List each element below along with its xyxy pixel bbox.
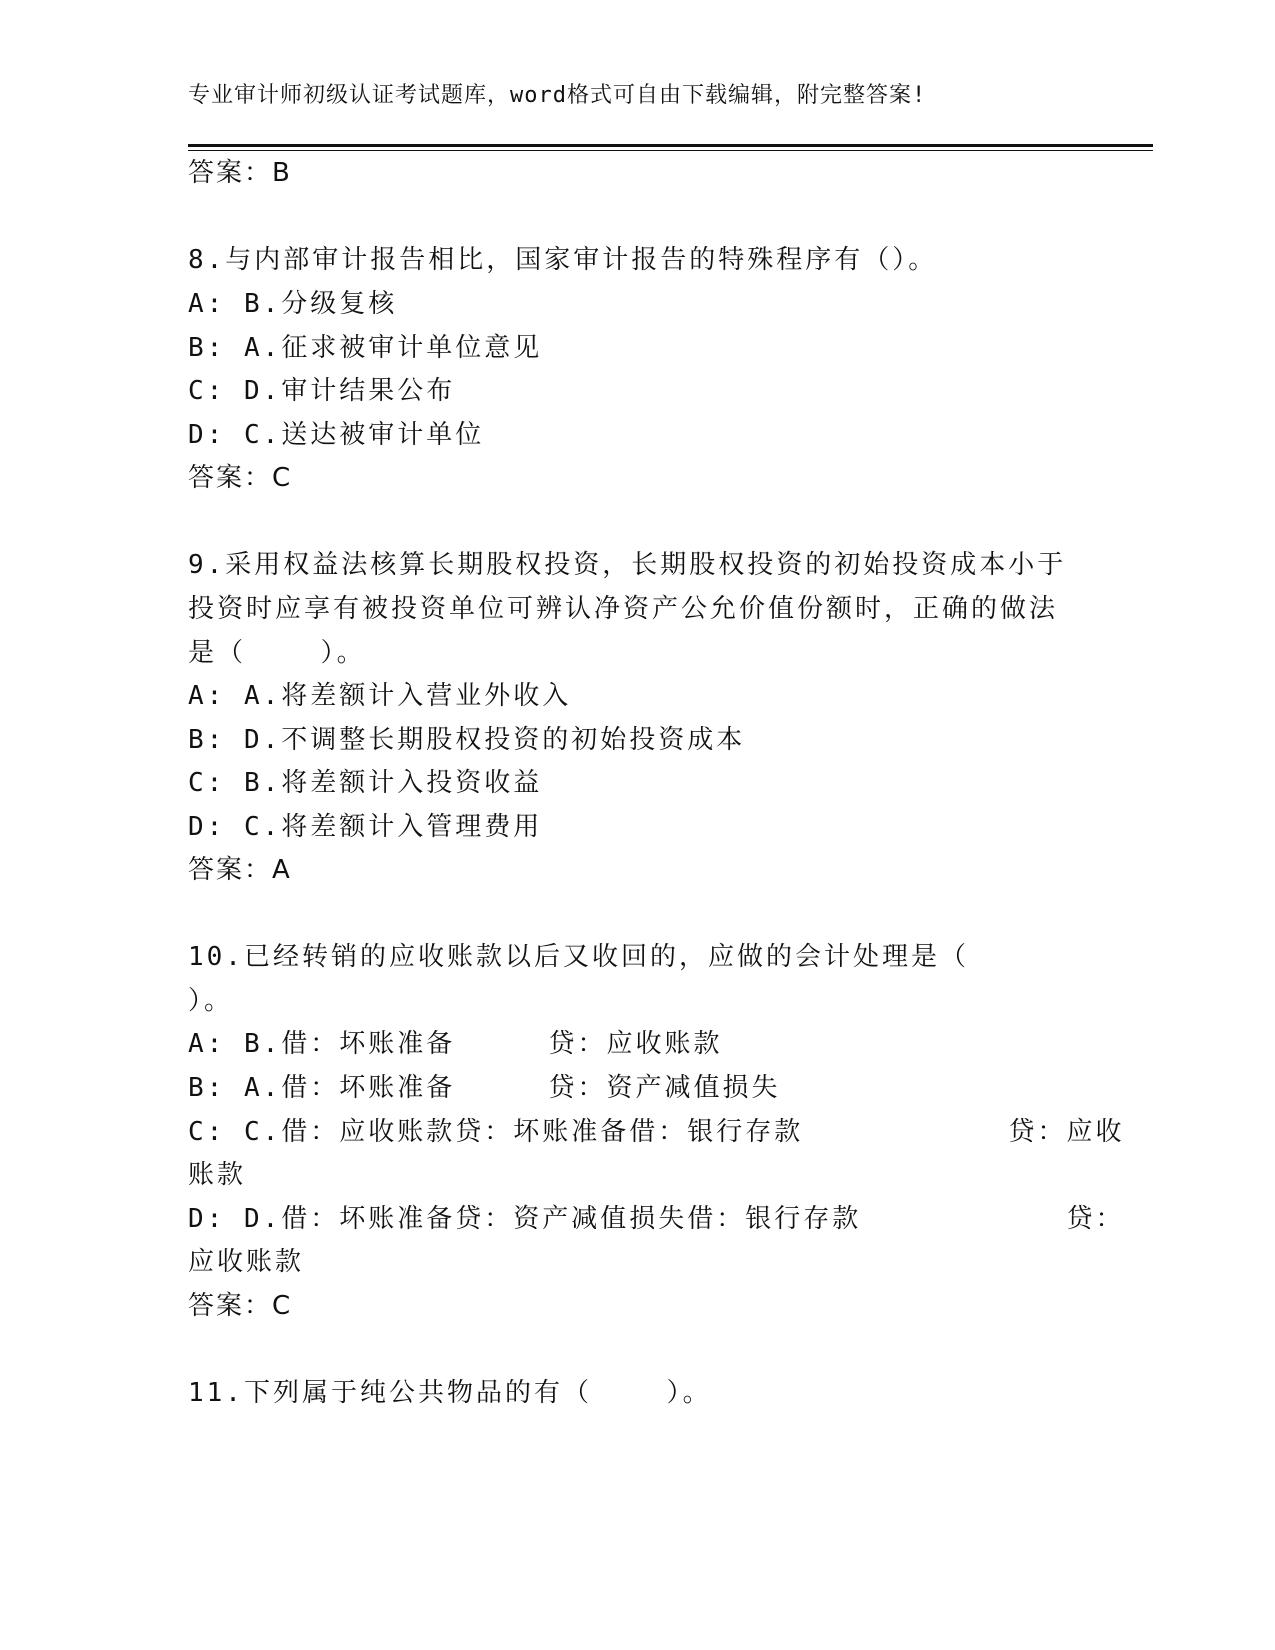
q9-option-c: C: B.将差额计入投资收益 (188, 768, 543, 798)
q9-answer: 答案：A (188, 855, 292, 885)
header-divider-thin (188, 150, 1153, 151)
q8-option-b: B: A.征求被审计单位意见 (188, 333, 543, 363)
q8-option-a: A: B.分级复核 (188, 289, 398, 319)
q9-option-b: B: D.不调整长期股权投资的初始投资成本 (188, 725, 746, 755)
q9-option-d: D: C.将差额计入管理费用 (188, 812, 543, 842)
q10-stem-line-1: 10.已经转销的应收账款以后又收回的，应做的会计处理是（ (188, 942, 969, 972)
q8-option-d: D: C.送达被审计单位 (188, 420, 485, 450)
q11-stem: 11.下列属于纯公共物品的有（ ）。 (188, 1378, 712, 1408)
q10-answer: 答案：C (188, 1291, 293, 1321)
q8-stem: 8.与内部审计报告相比，国家审计报告的特殊程序有（）。 (188, 245, 938, 275)
q10-option-b: B: A.借：坏账准备 贷：资产减值损失 (188, 1073, 781, 1103)
page-header: 专业审计师初级认证考试题库，word格式可自由下载编辑，附完整答案! (188, 83, 927, 108)
q10-option-d: D: D.借：坏账准备贷：资产减值损失借：银行存款 贷： (188, 1204, 1125, 1234)
q8-answer: 答案：C (188, 463, 293, 493)
q10-stem-line-2: ）。 (188, 986, 234, 1016)
q9-stem-line-3: 是（ ）。 (188, 638, 366, 668)
q10-option-d-continued: 应收账款 (188, 1247, 305, 1277)
q9-stem-line-1: 9.采用权益法核算长期股权投资，长期股权投资的初始投资成本小于 (188, 550, 1067, 580)
q10-option-a: A: B.借：坏账准备 贷：应收账款 (188, 1029, 723, 1059)
q10-option-c: C: C.借：应收账款贷：坏账准备借：银行存款 贷：应收 (188, 1117, 1125, 1147)
q9-stem-line-2: 投资时应享有被投资单位可辨认净资产公允价值份额时，正确的做法 (188, 594, 1059, 624)
header-divider-thick (188, 144, 1153, 147)
q10-option-c-continued: 账款 (188, 1160, 247, 1190)
answer-previous: 答案：B (188, 158, 292, 188)
q9-option-a: A: A.将差额计入营业外收入 (188, 681, 572, 711)
q8-option-c: C: D.审计结果公布 (188, 376, 456, 406)
